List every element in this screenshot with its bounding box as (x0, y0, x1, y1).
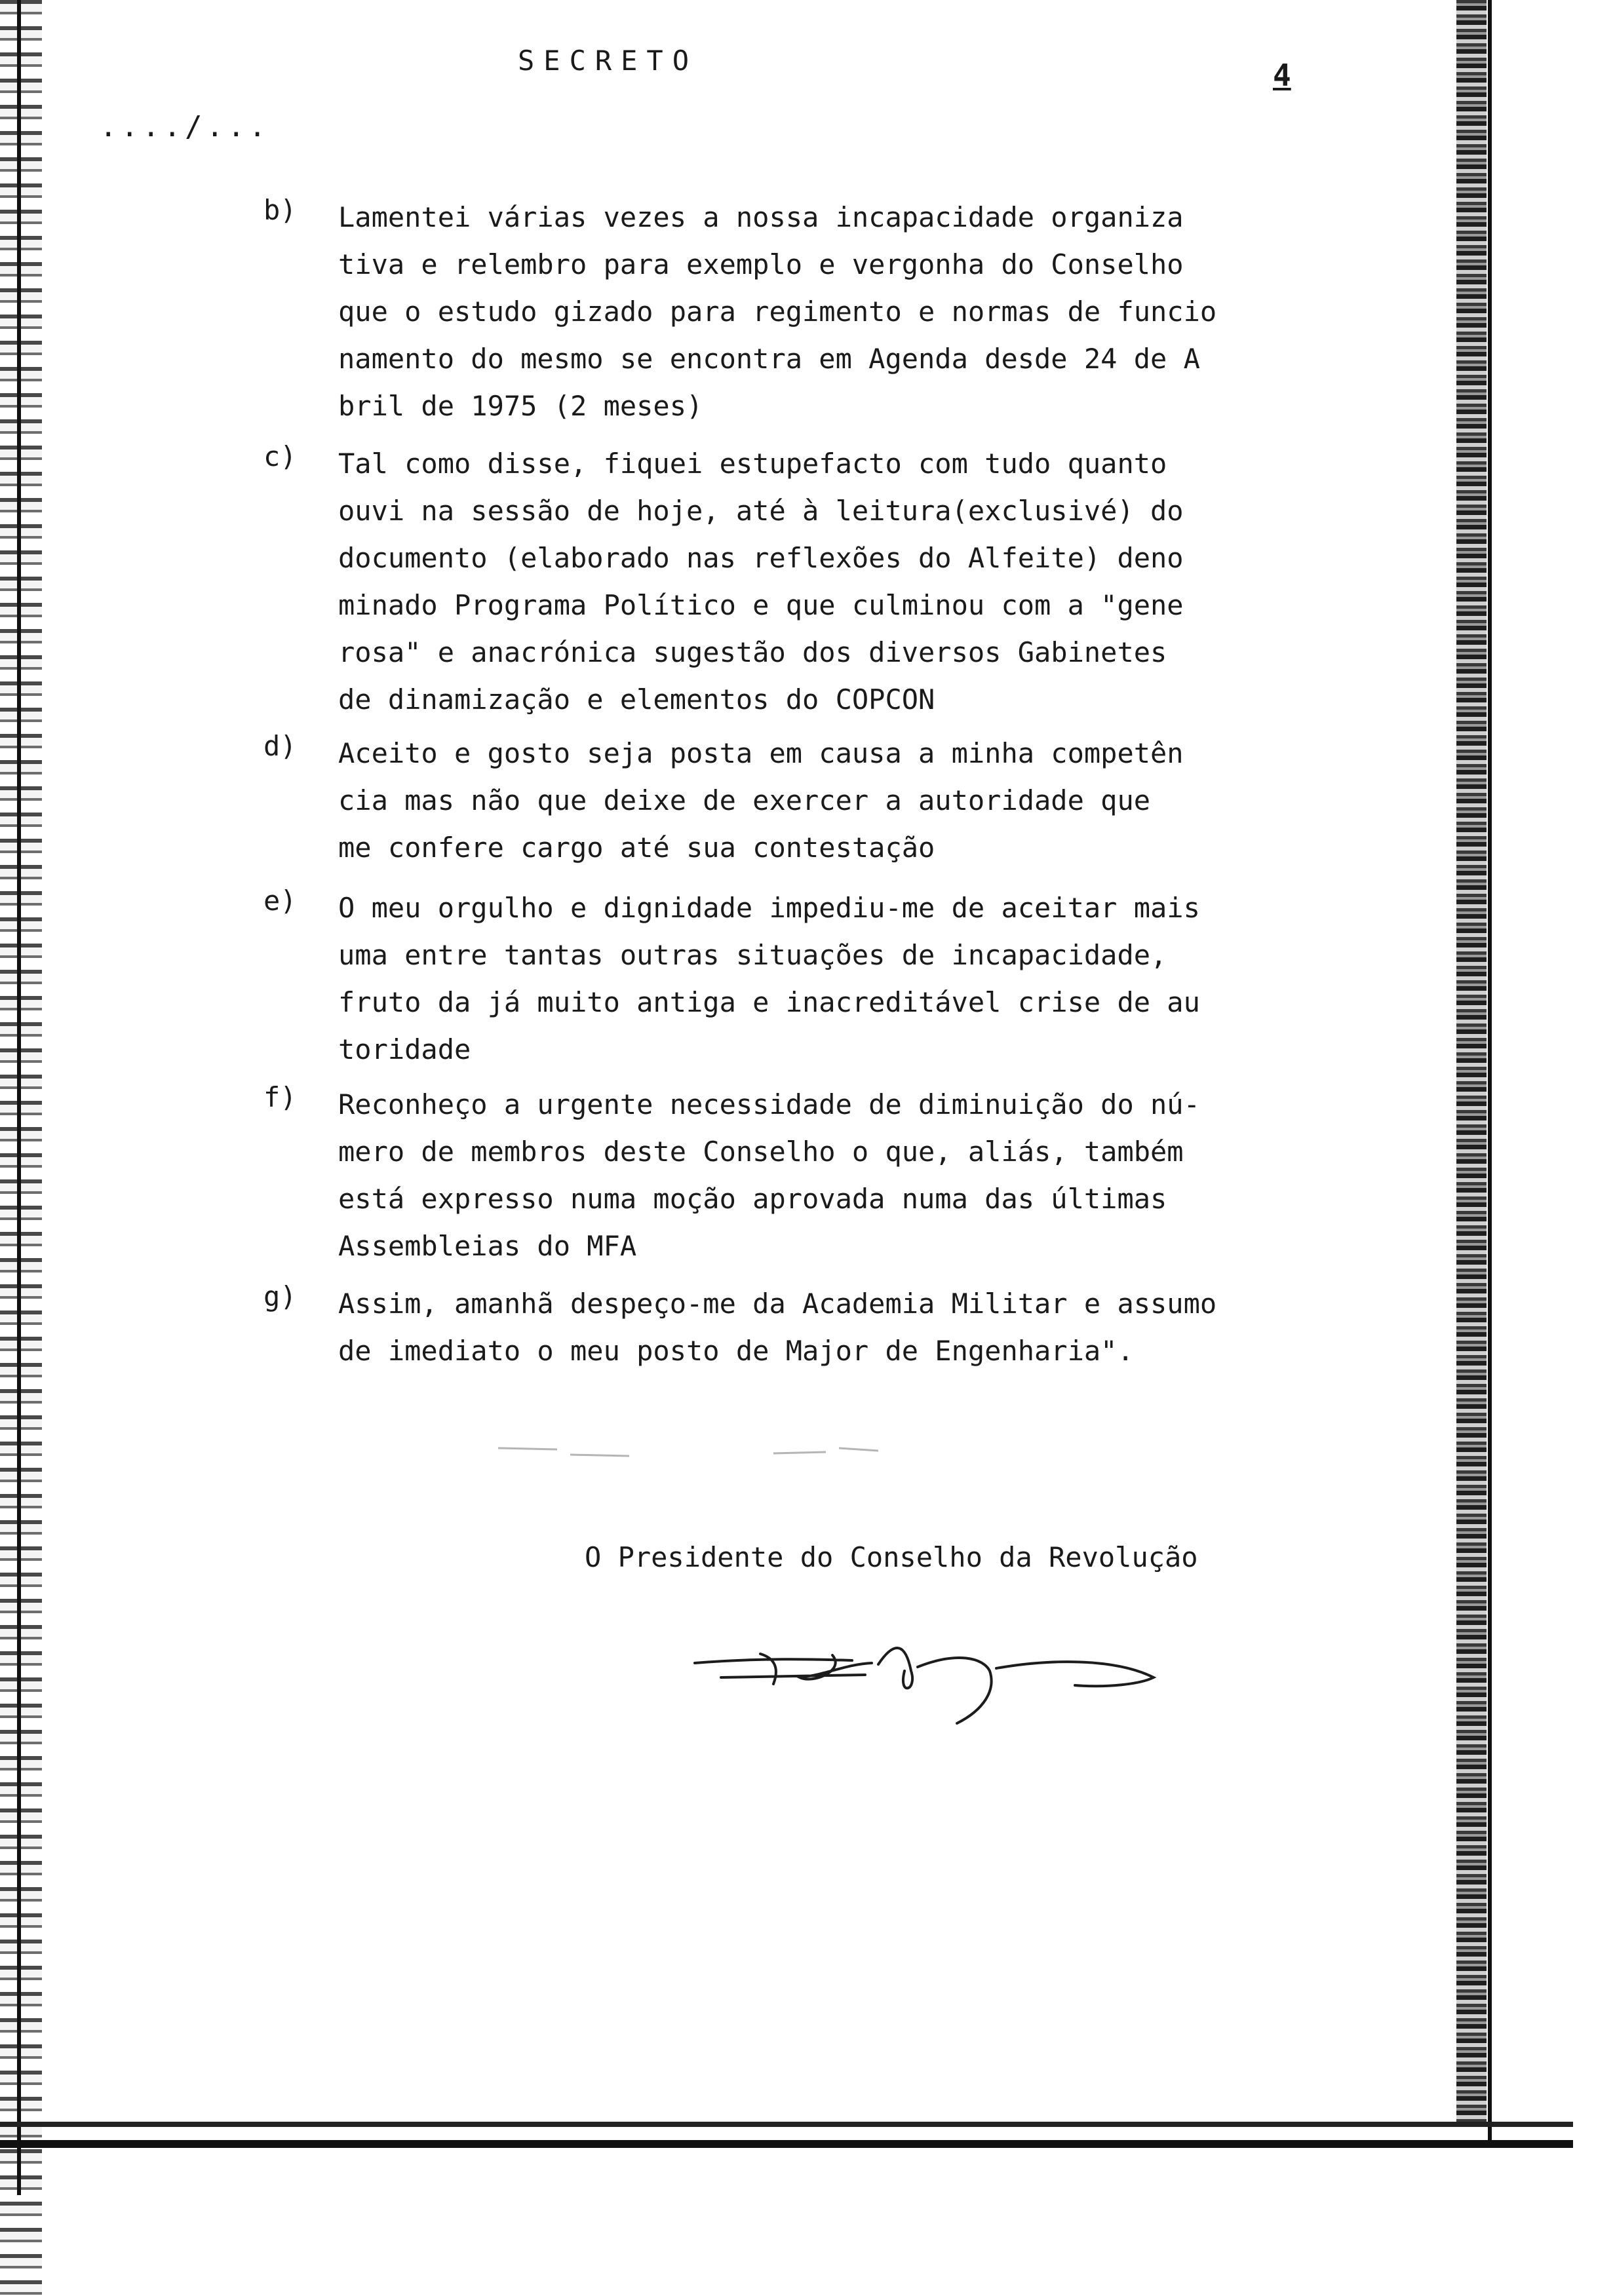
item-line: Tal como disse, fiquei estupefacto com tudo quanto (338, 448, 1167, 480)
faded-stamp-smudge (472, 1428, 918, 1474)
item-text (338, 194, 1387, 430)
scan-edge-right (1456, 0, 1487, 2123)
handwritten-signature-icon (682, 1612, 1167, 1730)
scan-edge-bottom (0, 2122, 1573, 2127)
item-text (338, 1280, 1387, 1375)
scan-edge-bottom-2 (0, 2140, 1573, 2148)
item-letter: e) (263, 885, 297, 917)
item-letter: b) (263, 194, 297, 226)
president-title: O Presidente do Conselho da Revolução (585, 1541, 1198, 1573)
continuation-mark: ..../... (100, 110, 270, 144)
item-line: toridade (338, 1033, 471, 1065)
item-letter: f) (263, 1081, 297, 1113)
item-line: Aceito e gosto seja posta em causa a minha competên (338, 737, 1184, 769)
item-line: está expresso numa moção aprovada numa das últimas (338, 1183, 1167, 1215)
item-line: rosa" e anacrónica sugestão dos diversos Gabinetes (338, 636, 1167, 668)
scan-edge-left-line (17, 0, 21, 2195)
item-line: uma entre tantas outras situações de incapacidade, (338, 939, 1167, 971)
item-letter: c) (263, 440, 297, 472)
item-text (338, 1081, 1387, 1270)
item-line: ouvi na sessão de hoje, até à leitura(exclusivé) do (338, 495, 1184, 527)
item-line: cia mas não que deixe de exercer a autoridade que (338, 784, 1151, 816)
item-line: Reconheço a urgente necessidade de diminuição do nú- (338, 1088, 1200, 1120)
item-line: me confere cargo até sua contestação (338, 832, 935, 864)
item-line: bril de 1975 (2 meses) (338, 390, 703, 422)
item-letter: g) (263, 1280, 297, 1312)
item-line: de dinamização e elementos do COPCON (338, 683, 935, 716)
item-line: minado Programa Político e que culminou com a "gene (338, 589, 1184, 621)
page-number: 4 (1273, 58, 1291, 93)
item-text (338, 730, 1387, 871)
scan-edge-right-line (1488, 0, 1492, 2143)
classification-header: SECRETO (518, 45, 699, 77)
item-letter: d) (263, 730, 297, 762)
item-line: mero de membros deste Conselho o que, aliás, também (338, 1136, 1184, 1168)
item-line: O meu orgulho e dignidade impediu-me de aceitar mais (338, 892, 1200, 924)
item-line: documento (elaborado nas reflexões do Alfeite) deno (338, 542, 1184, 574)
item-line: namento do mesmo se encontra em Agenda desde 24 de A (338, 343, 1200, 375)
item-line: de imediato o meu posto de Major de Engenharia". (338, 1335, 1134, 1367)
item-line: fruto da já muito antiga e inacreditável crise de au (338, 986, 1200, 1018)
item-line: que o estudo gizado para regimento e normas de funcio (338, 296, 1217, 328)
item-line: Assim, amanhã despeço-me da Academia Militar e assumo (338, 1288, 1217, 1320)
scan-edge-left (0, 0, 42, 2296)
item-line: Lamentei várias vezes a nossa incapacidade organiza (338, 201, 1184, 233)
item-text (338, 440, 1387, 723)
item-line: Assembleias do MFA (338, 1230, 637, 1262)
item-text (338, 885, 1387, 1073)
item-line: tiva e relembro para exemplo e vergonha do Conselho (338, 248, 1184, 280)
